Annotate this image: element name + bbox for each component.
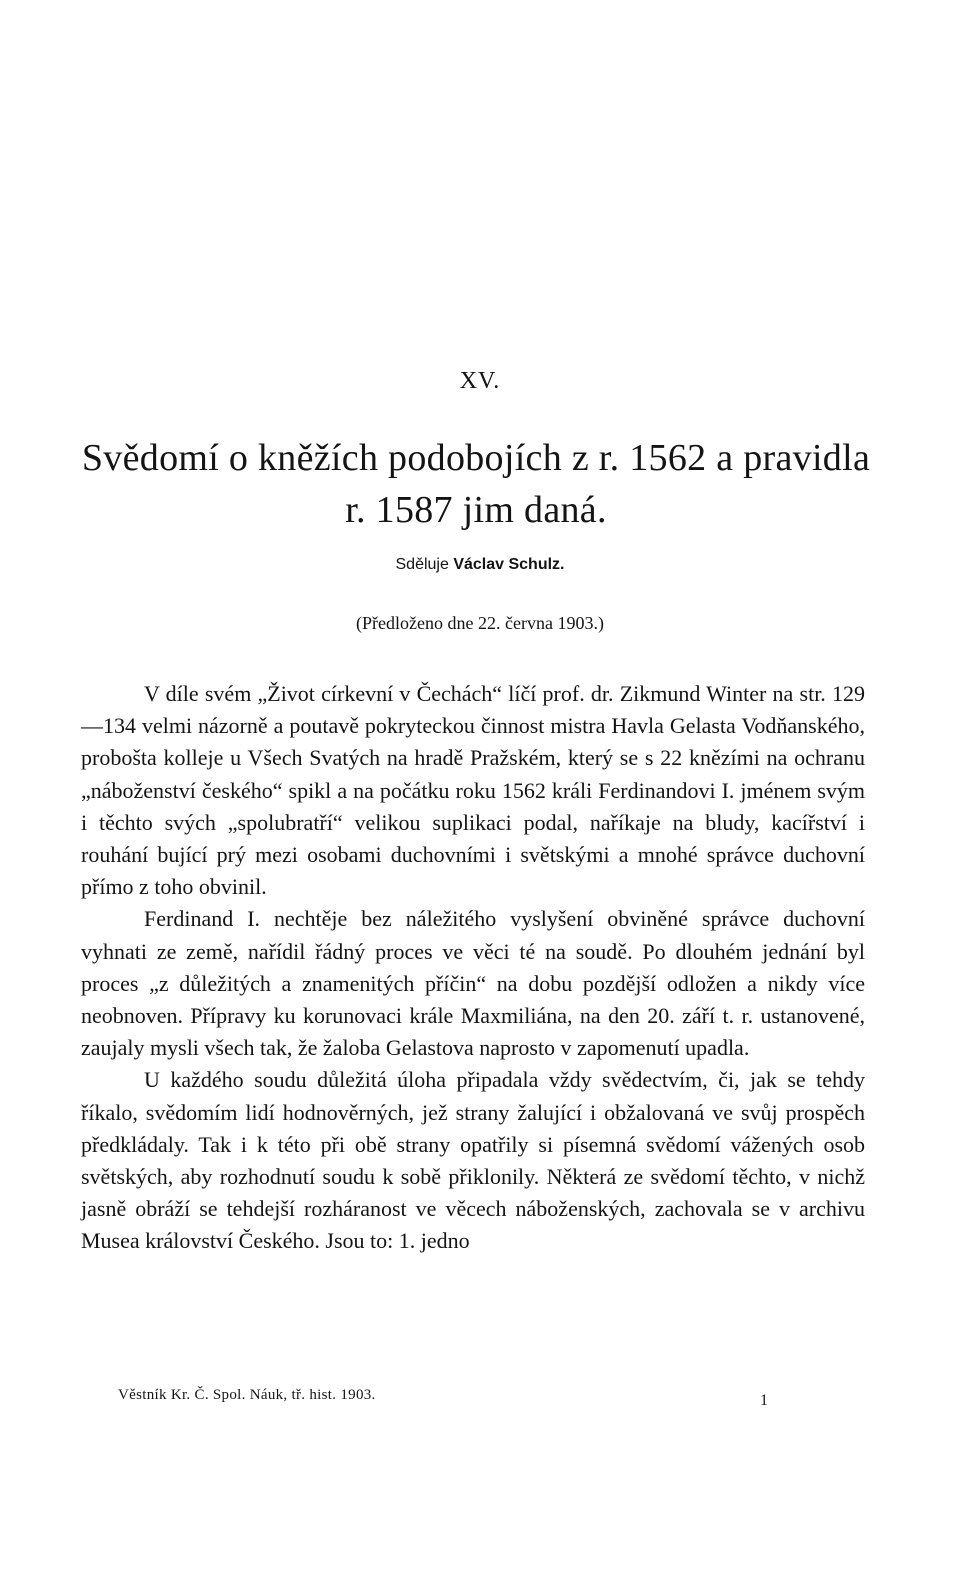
paragraph-2: Ferdinand I. nechtěje bez náležitého vyslyšení obviněné správce duchovní vyhnati ze země, nařídil řádný proces ve věci té na soudě. Po dlouhém jednání byl proces „z důležitých a znamenitých příčin“ na dobu pozdější odložen a nikdy více neobnoven. Přípravy ku korunovaci krále Maxmiliána, na den 20. září t. r. ustanovené, zaujaly mysli všech tak, že žaloba Gelastova naprosto v zapomenutí upadla. bbox=[81, 906, 865, 1061]
page-number: 1 bbox=[760, 1392, 768, 1409]
byline bbox=[0, 556, 960, 574]
paragraph-1: V díle svém „Život církevní v Čechách“ líčí prof. dr. Zikmund Winter na str. 129—134 velmi názorně a poutavě pokryteckou činnost mistra Havla Gelasta Vodňanského, probošta kolleje u Všech Svatých na hradě Pražském, který se s 22 knězími na ochranu „náboženství českého“ spikl a na počátku roku 1562 králi Ferdinandovi I. jménem svým i těchto svých „spolubratří“ velikou suplikaci podal, naříkaje na bludy, kacířství i rouhání bující prý mezi osobami duchovními i světskými a mnohé správce duchovní přímo z toho obvinil. bbox=[81, 681, 865, 900]
paragraph-3: U každého soudu důležitá úloha připadala vždy svědectvím, či, jak se tehdy říkalo, svědomím lidí hodnověrných, jež strany žalující i obžalovaná ve svůj prospěch předkládaly. Tak i k této při obě strany opatřily si písemná svědomí vážených osob světských, aby rozhodnutí soudu k sobě přiklonily. Některá ze svědomí těchto, v nichž jasně obráží se tehdejší rozháranost ve věcech náboženských, zachovala se v archivu Musea království Českého. Jsou to: 1. jedno bbox=[81, 1067, 865, 1254]
author-name: Václav Schulz. bbox=[453, 556, 565, 573]
byline-prefix: Sděluje bbox=[395, 556, 454, 573]
journal-footer: Věstník Kr. Č. Spol. Náuk, tř. hist. 1903. bbox=[118, 1387, 376, 1403]
article-title: Svědomí o kněžích podobojích z r. 1562 a pravidla r. 1587 jim daná. bbox=[81, 437, 871, 531]
presented-date: (Předloženo dne 22. června 1903.) bbox=[356, 613, 604, 633]
chapter-number: XV. bbox=[459, 368, 501, 394]
body-text bbox=[81, 678, 865, 1258]
